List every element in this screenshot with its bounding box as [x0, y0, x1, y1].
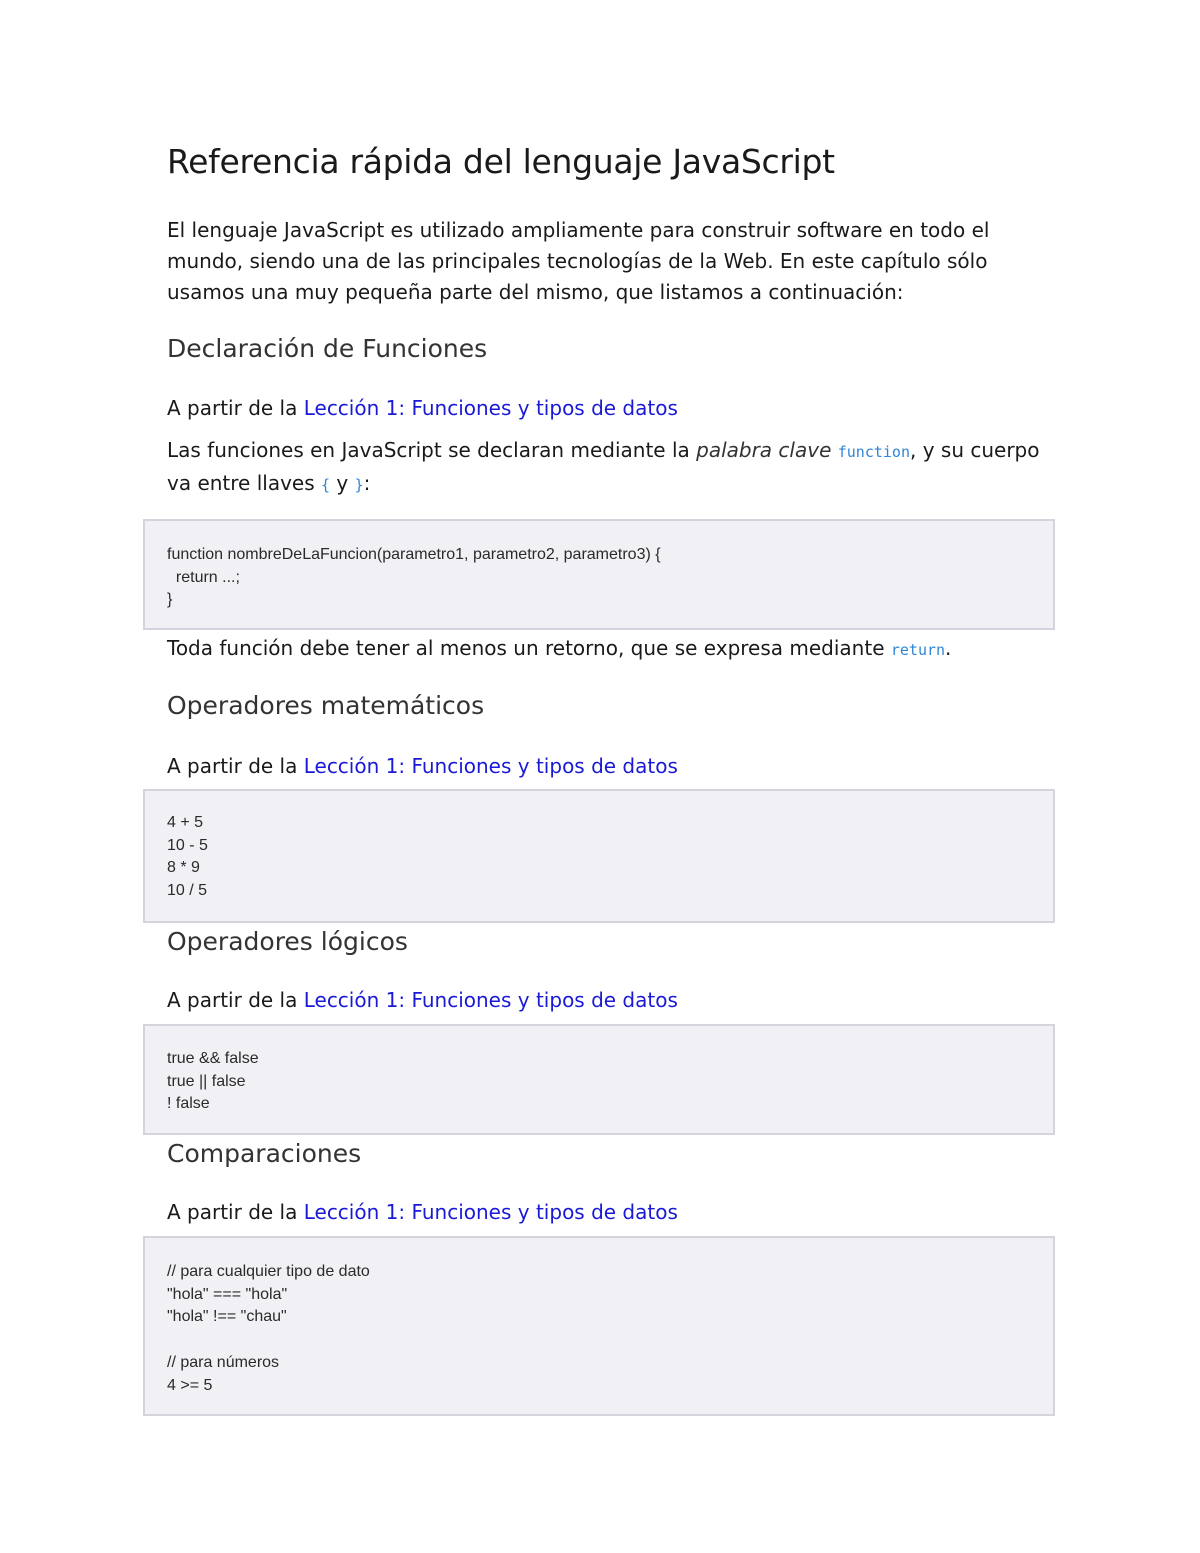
lesson-link-functions[interactable]: Lección 1: Funciones [303, 754, 512, 778]
intro-paragraph: El lenguaje JavaScript es utilizado ampliamente para construir software en todo el mundo, siendo una de las principales tecnologías de la Web. En este capítulo sólo usamos una muy pequeña parte del mismo, que listamos a continuación: [167, 218, 990, 304]
lesson-prefix: A partir de la [167, 988, 304, 1012]
functions-description [167, 435, 1047, 501]
lesson-reference-logic [167, 988, 678, 1012]
lesson-reference-compare [167, 1200, 678, 1224]
functions-desc-part1: Las funciones en JavaScript se declaran mediante la [167, 438, 697, 462]
inline-code-return: return [890, 641, 946, 659]
page-title: Referencia rápida del lenguaje JavaScript [167, 142, 835, 181]
lesson-and: y [511, 396, 536, 420]
code-functions: function nombreDeLaFuncion(parametro1, parametro2, parametro3) { return ...; } [167, 546, 661, 609]
lesson-link-data-types[interactable]: tipos de datos [535, 988, 678, 1012]
lesson-link-data-types[interactable]: tipos de datos [535, 1200, 678, 1224]
inline-code-function: function [837, 443, 910, 461]
lesson-prefix: A partir de la [167, 396, 304, 420]
lesson-and: y [511, 988, 536, 1012]
lesson-link-functions[interactable]: Lección 1: Funciones [303, 396, 512, 420]
functions-desc-part2: , y su cuerpo va entre llaves [167, 438, 1040, 495]
functions-desc-em: palabra clave [696, 438, 832, 462]
lesson-link-data-types[interactable]: tipos de datos [535, 396, 678, 420]
return-paragraph [167, 633, 1047, 666]
lesson-prefix: A partir de la [167, 1200, 304, 1224]
code-math: 4 + 5 10 - 5 8 * 9 10 / 5 [167, 814, 208, 900]
section-heading-math: Operadores matemáticos [167, 691, 485, 720]
code-logic: true && false true || false ! false [167, 1050, 259, 1113]
return-end: . [945, 636, 952, 660]
functions-desc-and: y [330, 471, 355, 495]
return-text: Toda función debe tener al menos un retorno, que se expresa mediante [167, 636, 891, 660]
lesson-prefix: A partir de la [167, 754, 304, 778]
lesson-link-functions[interactable]: Lección 1: Funciones [303, 1200, 512, 1224]
section-heading-functions: Declaración de Funciones [167, 334, 488, 363]
code-compare: // para cualquier tipo de dato "hola" === "hola" "hola" !== "chau" // para números 4 >= 5 [167, 1263, 370, 1394]
lesson-link-data-types[interactable]: tipos de datos [535, 754, 678, 778]
code-block-logic [143, 1024, 1055, 1135]
code-block-math [143, 789, 1055, 923]
inline-code-brace-close: } [354, 476, 364, 494]
inline-code-brace-open: { [321, 476, 331, 494]
lesson-reference-math [167, 754, 678, 778]
lesson-and: y [511, 754, 536, 778]
section-heading-compare: Comparaciones [167, 1139, 362, 1168]
lesson-link-functions[interactable]: Lección 1: Funciones [303, 988, 512, 1012]
functions-desc-end: : [363, 471, 371, 495]
lesson-reference-functions [167, 396, 678, 420]
section-heading-logic: Operadores lógicos [167, 927, 408, 956]
code-block-compare [143, 1236, 1055, 1416]
lesson-and: y [511, 1200, 536, 1224]
code-block-functions [143, 519, 1055, 630]
